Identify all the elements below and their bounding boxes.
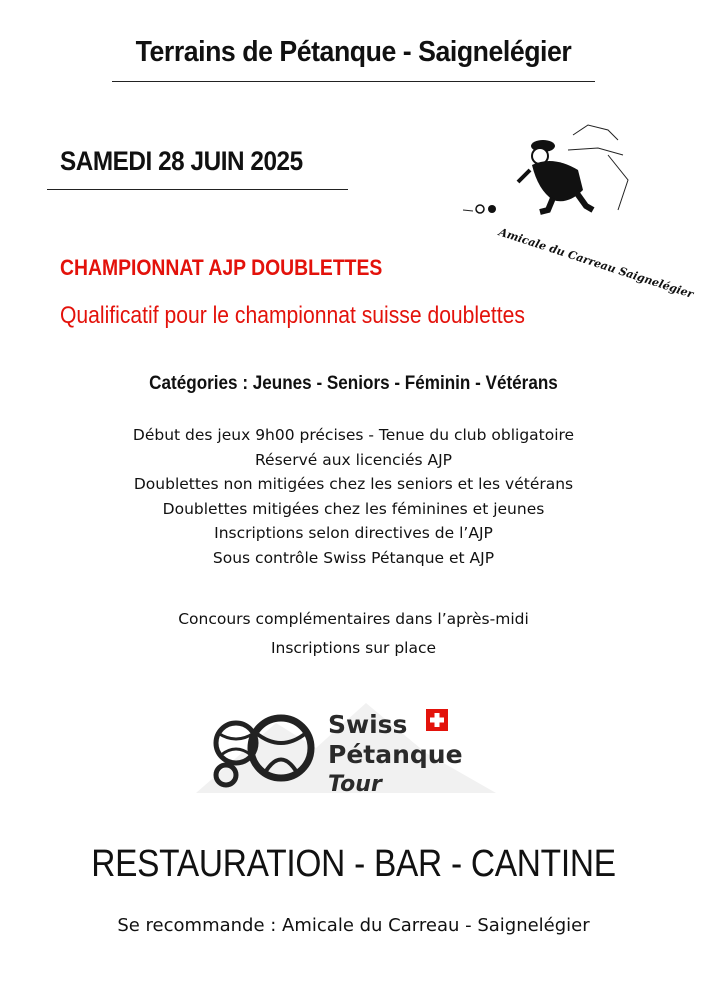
restaurant-banner: RESTAURATION - BAR - CANTINE — [91, 843, 616, 885]
championship-subtitle: Qualificatif pour le championnat suisse doublettes — [60, 302, 525, 329]
logo-word-petanque: Pétanque — [328, 740, 463, 769]
info-line: Doublettes mitigées chez les féminines et jeunes — [162, 499, 545, 518]
championship-title: CHAMPIONNAT AJP DOUBLETTES — [60, 255, 383, 280]
info-block — [0, 423, 707, 570]
boule-icon — [476, 205, 484, 213]
flag-cross-horizontal — [430, 718, 444, 723]
boule-icon — [488, 205, 496, 213]
extra-line: Inscriptions sur place — [270, 639, 437, 657]
logo-word-swiss: Swiss — [328, 710, 408, 739]
info-line: Inscriptions selon directives de l’AJP — [214, 524, 493, 542]
petanque-player-icon — [518, 140, 593, 212]
footer-recommendation: Se recommande : Amicale du Carreau - Saignelégier — [117, 915, 590, 936]
categories-line: Catégories : Jeunes - Seniors - Féminin - Vétérans — [149, 373, 558, 394]
event-date: SAMEDI 28 JUIN 2025 — [60, 146, 303, 176]
club-logo-text: Amicale du Carreau Saignelégier — [497, 225, 696, 301]
info-line: Sous contrôle Swiss Pétanque et AJP — [212, 548, 495, 567]
title-divider — [112, 81, 595, 82]
extra-block — [0, 605, 707, 663]
date-divider — [47, 189, 348, 190]
extra-line: Concours complémentaires dans l’après-midi — [178, 610, 529, 628]
info-line: Réservé aux licenciés AJP — [254, 450, 453, 469]
info-line: Début des jeux 9h00 précises - Tenue du club obligatoire — [132, 426, 575, 444]
logo-word-tour: Tour — [328, 772, 382, 797]
page-title: Terrains de Pétanque - Saignelégier — [135, 36, 572, 68]
info-line: Doublettes non mitigées chez les seniors et les vétérans — [133, 475, 574, 493]
amicale-du-carreau-logo — [458, 110, 696, 301]
swiss-petanque-tour-logo — [196, 693, 496, 803]
